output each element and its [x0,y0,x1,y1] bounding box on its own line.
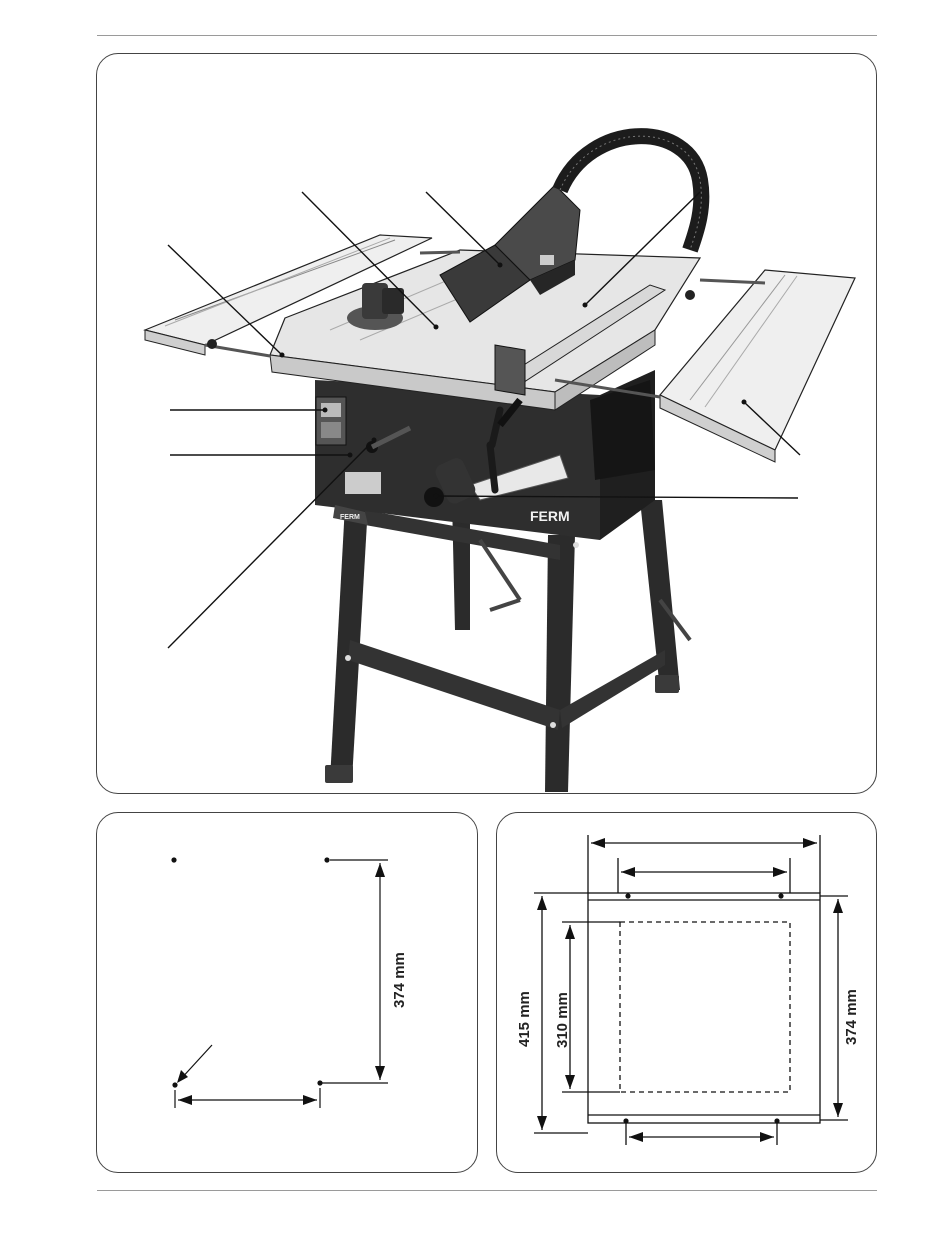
mounting-hole [625,893,630,898]
brand-logo-body: FERM [530,508,570,524]
stand-outline [588,893,820,1123]
dimension-label-415: 415 mm [516,991,533,1047]
inner-dashed-outline [620,922,790,1092]
mounting-hole [623,1118,628,1123]
dimension-label-374-right: 374 mm [843,989,860,1045]
mounting-hole [778,893,783,898]
brand-logo-push-stick: FERM [340,514,360,521]
dimension-label-374: 374 mm [391,952,408,1008]
mounting-hole [774,1118,779,1123]
dimension-label-310: 310 mm [554,992,571,1048]
